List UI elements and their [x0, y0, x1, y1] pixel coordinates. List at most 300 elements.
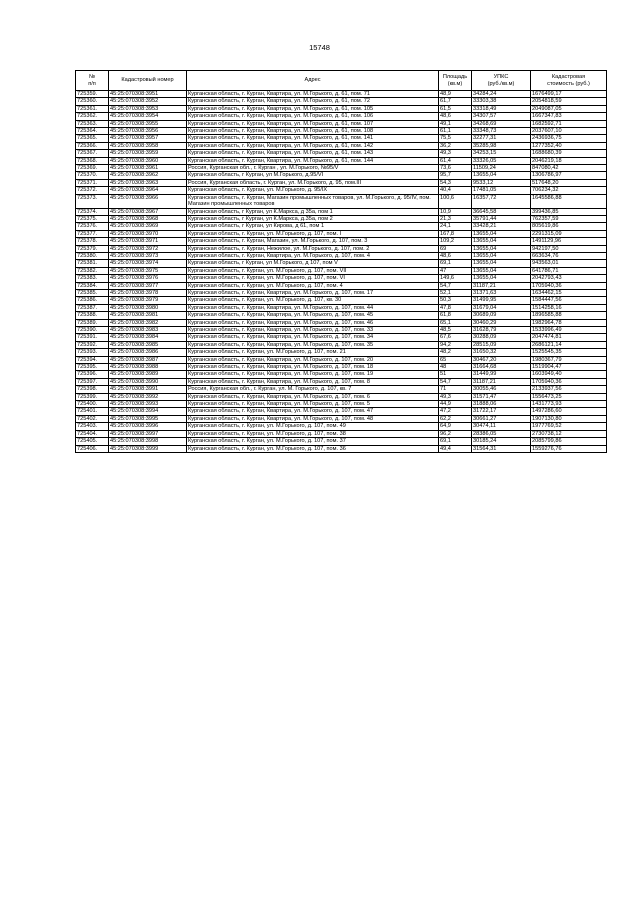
- area-cell: 69,1: [439, 260, 472, 267]
- row-number-cell: 725383.: [76, 275, 109, 282]
- area-cell: 48,5: [439, 327, 472, 334]
- upks-cell: 30055,46: [472, 386, 531, 393]
- address-cell: Курганская область, г. Курган, Квартира, ул. М.Горького, д. 107, пом. 48: [187, 415, 439, 422]
- row-number-cell: 725376.: [76, 223, 109, 230]
- cadastral-number-cell: 45:25:070308:3971: [109, 238, 187, 245]
- cadastral-number-cell: 45:25:070308:3978: [109, 289, 187, 296]
- table-row: [76, 223, 607, 230]
- cadastral-number-cell: 45:25:070308:3953: [109, 105, 187, 112]
- upks-cell: 34268,69: [472, 120, 531, 127]
- cadastral-value-cell: 1559276,76: [531, 445, 607, 452]
- address-cell: Россия, Курганская обл., г. Курган , ул. М.Горького, №95/V: [187, 165, 439, 172]
- table-row: [76, 194, 607, 208]
- row-number-cell: 725395.: [76, 364, 109, 371]
- cadastral-number-cell: 45:25:070308:3991: [109, 386, 187, 393]
- upks-cell: 13655,04: [472, 275, 531, 282]
- table-row: [76, 408, 607, 415]
- row-number-cell: 725370.: [76, 172, 109, 179]
- cadastral-number-cell: 45:25:070308:3983: [109, 327, 187, 334]
- area-cell: 54,3: [439, 179, 472, 186]
- upks-cell: 31371,63: [472, 289, 531, 296]
- area-cell: 167,8: [439, 230, 472, 237]
- cadastral-number-cell: 45:25:070308:3986: [109, 349, 187, 356]
- address-cell: Курганская область, г. Курган, Квартира, ул. М.Горького, д. 107, пом. 33: [187, 327, 439, 334]
- cadastral-number-cell: 45:25:070308:3989: [109, 371, 187, 378]
- table-row: [76, 187, 607, 194]
- row-number-cell: 725406.: [76, 445, 109, 452]
- table-row: [76, 438, 607, 445]
- upks-cell: 34307,57: [472, 113, 531, 120]
- area-cell: 75,5: [439, 135, 472, 142]
- cadastral-number-cell: 45:25:070308:3961: [109, 165, 187, 172]
- upks-cell: 34253,15: [472, 150, 531, 157]
- cadastral-value-cell: 805619,86: [531, 223, 607, 230]
- cadastral-number-cell: 45:25:070308:3980: [109, 304, 187, 311]
- area-cell: 65,1: [439, 319, 472, 326]
- area-cell: 69: [439, 245, 472, 252]
- address-cell: Курганская область, г. Курган, ул. М.Горького, д. 107, пом. I: [187, 230, 439, 237]
- upks-cell: 30689,09: [472, 312, 531, 319]
- upks-cell: 31628,79: [472, 327, 531, 334]
- cadastral-number-cell: 45:25:070308:3952: [109, 98, 187, 105]
- table-row: [76, 349, 607, 356]
- address-cell: Курганская область, г. Курган, ул. М.Горького, д. 107, пом. 37: [187, 438, 439, 445]
- header-address: Адрес: [187, 71, 439, 91]
- address-cell: Курганская область, г. Курган, Квартира, ул. М.Горького, д. 61, пом. 107: [187, 120, 439, 127]
- cadastral-value-cell: 2133937,56: [531, 386, 607, 393]
- address-cell: Курганская область, г Курган, ул М.Горького, д 107, пом V: [187, 260, 439, 267]
- cadastral-number-cell: 45:25:070308:3969: [109, 223, 187, 230]
- cadastral-value-cell: 847080,42: [531, 165, 607, 172]
- table-row: [76, 165, 607, 172]
- row-number-cell: 725387.: [76, 304, 109, 311]
- address-cell: Курганская область, г. Курган, Квартира, ул. М.Горького, д. 107, пом. 34: [187, 334, 439, 341]
- upks-cell: 34284,24: [472, 91, 531, 98]
- table-row: [76, 371, 607, 378]
- table-row: [76, 179, 607, 186]
- header-number: № п/п: [76, 71, 109, 91]
- table-row: [76, 98, 607, 105]
- area-cell: 54,7: [439, 282, 472, 289]
- area-cell: 10,9: [439, 208, 472, 215]
- cadastral-value-cell: 1277352,40: [531, 142, 607, 149]
- table-row: [76, 142, 607, 149]
- table-row: [76, 238, 607, 245]
- address-cell: Курганская область, г. Курган, Квартира, ул. М.Горького, д. 107, пом. 17: [187, 289, 439, 296]
- table-row: [76, 215, 607, 222]
- cadastral-value-cell: 1497286,60: [531, 408, 607, 415]
- cadastral-number-cell: 45:25:070308:3979: [109, 297, 187, 304]
- table-row: [76, 135, 607, 142]
- address-cell: Курганская область, г. Курган, Квартира, ул. М.Горького, д. 61, пом. 72: [187, 98, 439, 105]
- cadastral-value-cell: 1980367,79: [531, 356, 607, 363]
- cadastral-value-cell: 2054818,59: [531, 98, 607, 105]
- table-row: [76, 252, 607, 259]
- upks-cell: 31499,95: [472, 297, 531, 304]
- address-cell: Курганская область, г Курган, ул К.Маркса, д 35а, пом 1: [187, 208, 439, 215]
- address-cell: Курганская область, г. Курган, Квартира, ул. М.Горького, д. 107, пом. 47: [187, 408, 439, 415]
- cadastral-number-cell: 45:25:070308:3987: [109, 356, 187, 363]
- cadastral-number-cell: 45:25:070308:3963: [109, 179, 187, 186]
- address-cell: Курганская область, г. Курган, Квартира, ул. М.Горького, д. 107, пом. 35: [187, 341, 439, 348]
- area-cell: 49,1: [439, 120, 472, 127]
- table-row: [76, 334, 607, 341]
- area-cell: 48,6: [439, 113, 472, 120]
- area-cell: 94,2: [439, 341, 472, 348]
- row-number-cell: 725377.: [76, 230, 109, 237]
- upks-cell: 36645,58: [472, 208, 531, 215]
- cadastral-number-cell: 45:25:070308:3997: [109, 430, 187, 437]
- cadastral-value-cell: 2291315,09: [531, 230, 607, 237]
- cadastral-value-cell: 1667347,83: [531, 113, 607, 120]
- area-cell: 36,2: [439, 142, 472, 149]
- cadastral-value-cell: 1431773,93: [531, 401, 607, 408]
- table-row: [76, 304, 607, 311]
- area-cell: 100,6: [439, 194, 472, 208]
- area-cell: 67,6: [439, 334, 472, 341]
- table-row: [76, 267, 607, 274]
- row-number-cell: 725385.: [76, 289, 109, 296]
- cadastral-number-cell: 45:25:070308:3967: [109, 208, 187, 215]
- table-row: [76, 356, 607, 363]
- address-cell: Курганская область, г. Курган, Квартира, ул. М.Горького, д. 107, пом. 8: [187, 378, 439, 385]
- table-row: [76, 172, 607, 179]
- upks-cell: 31722,17: [472, 408, 531, 415]
- area-cell: 109,2: [439, 238, 472, 245]
- area-cell: 40,4: [439, 187, 472, 194]
- row-number-cell: 725404.: [76, 430, 109, 437]
- address-cell: Курганская область, г. Курган, Квартира, ул. М.Горького, д. 107, пом. 5: [187, 401, 439, 408]
- upks-cell: 13655,04: [472, 260, 531, 267]
- row-number-cell: 725389.: [76, 319, 109, 326]
- area-cell: 61,7: [439, 98, 472, 105]
- cadastral-value-cell: 2047474,81: [531, 334, 607, 341]
- address-cell: Курганская область, г. Курган, Магазин, ул. М.Горького, д. 107, пом. 3: [187, 238, 439, 245]
- row-number-cell: 725371.: [76, 179, 109, 186]
- upks-cell: 35791,44: [472, 215, 531, 222]
- upks-cell: 11509,24: [472, 165, 531, 172]
- table-row: [76, 260, 607, 267]
- area-cell: 95,7: [439, 172, 472, 179]
- address-cell: Курганская область, г. Курган, ул. М.Горького, д. 95/IX: [187, 187, 439, 194]
- table-row: [76, 327, 607, 334]
- cadastral-value-table: [75, 70, 607, 453]
- row-number-cell: 725396.: [76, 371, 109, 378]
- cadastral-value-cell: 1603949,40: [531, 371, 607, 378]
- area-cell: 96,2: [439, 430, 472, 437]
- area-cell: 49,4: [439, 445, 472, 452]
- area-cell: 54,7: [439, 378, 472, 385]
- cadastral-value-cell: 517648,20: [531, 179, 607, 186]
- upks-cell: 31187,21: [472, 378, 531, 385]
- cadastral-value-cell: 1514258,16: [531, 304, 607, 311]
- upks-cell: 31664,68: [472, 364, 531, 371]
- area-cell: 51: [439, 371, 472, 378]
- cadastral-value-cell: 399436,85: [531, 208, 607, 215]
- upks-cell: 9533,12: [472, 179, 531, 186]
- address-cell: Курганская область, г. Курган, ул. М.Горького, д. 107, пом. 38: [187, 430, 439, 437]
- address-cell: Курганская область, г. Курган, Квартира, ул. М.Горького, д. 61, пом. 108: [187, 128, 439, 135]
- table-row: [76, 415, 607, 422]
- cadastral-number-cell: 45:25:070308:3951: [109, 91, 187, 98]
- address-cell: Россия, Курганская обл., г. Курган, ул. М. Горького, д. 107, кв. 7: [187, 386, 439, 393]
- cadastral-value-cell: 2046219,18: [531, 157, 607, 164]
- table-row: [76, 128, 607, 135]
- table-row: [76, 282, 607, 289]
- address-cell: Курганская область, г Курган, ул Кирова, д 61, пом 1: [187, 223, 439, 230]
- row-number-cell: 725398.: [76, 386, 109, 393]
- upks-cell: 33428,21: [472, 223, 531, 230]
- row-number-cell: 725382.: [76, 267, 109, 274]
- row-number-cell: 725373.: [76, 194, 109, 208]
- cadastral-number-cell: 45:25:070308:3990: [109, 378, 187, 385]
- table-row: [76, 113, 607, 120]
- cadastral-value-cell: 762357,59: [531, 215, 607, 222]
- area-cell: 52,1: [439, 289, 472, 296]
- address-cell: Курганская область, г. Курган, ул. М.Горького, д. 107, пом. 21: [187, 349, 439, 356]
- cadastral-number-cell: 45:25:070308:3954: [109, 113, 187, 120]
- cadastral-value-cell: 1896585,88: [531, 312, 607, 319]
- area-cell: 61,1: [439, 128, 472, 135]
- row-number-cell: 725369.: [76, 165, 109, 172]
- cadastral-value-cell: 1584447,56: [531, 297, 607, 304]
- upks-cell: 31888,06: [472, 401, 531, 408]
- cadastral-value-cell: 1977769,52: [531, 423, 607, 430]
- cadastral-value-cell: 1519904,47: [531, 364, 607, 371]
- cadastral-number-cell: 45:25:070308:3975: [109, 267, 187, 274]
- row-number-cell: 725368.: [76, 157, 109, 164]
- address-cell: Курганская область, г. Курган, Квартира, ул. М.Горького, д. 107, пом. 46: [187, 319, 439, 326]
- row-number-cell: 725380.: [76, 252, 109, 259]
- cadastral-number-cell: 45:25:070308:3981: [109, 312, 187, 319]
- upks-cell: 17481,05: [472, 187, 531, 194]
- row-number-cell: 725364.: [76, 128, 109, 135]
- row-number-cell: 725402.: [76, 415, 109, 422]
- area-cell: 49,3: [439, 393, 472, 400]
- table-row: [76, 393, 607, 400]
- address-cell: Курганская область, г. Курган, Квартира, ул. М.Горького, д. 107, пом. 44: [187, 304, 439, 311]
- upks-cell: 13655,04: [472, 252, 531, 259]
- upks-cell: 31187,21: [472, 282, 531, 289]
- area-cell: 48,6: [439, 252, 472, 259]
- upks-cell: 30474,11: [472, 423, 531, 430]
- area-cell: 24,1: [439, 223, 472, 230]
- row-number-cell: 725363.: [76, 120, 109, 127]
- cadastral-number-cell: 45:25:070308:3985: [109, 341, 187, 348]
- header-cadastral-value: Кадастровая стоимость (руб.): [531, 71, 607, 91]
- upks-cell: 13655,04: [472, 267, 531, 274]
- cadastral-value-cell: 663634,76: [531, 252, 607, 259]
- area-cell: 48: [439, 364, 472, 371]
- cadastral-value-cell: 1634462,15: [531, 289, 607, 296]
- table-row: [76, 150, 607, 157]
- cadastral-value-cell: 1688680,39: [531, 150, 607, 157]
- upks-cell: 16357,72: [472, 194, 531, 208]
- address-cell: Курганская область, г. Курган, Нежилое, ул. М.Горького, д. 107, пом. 2: [187, 245, 439, 252]
- address-cell: Курганская область, г. Курган, Квартира, ул. М.Горького, д. 61, пом. 143: [187, 150, 439, 157]
- area-cell: 47,2: [439, 408, 472, 415]
- header-cadastral-number: Кадастровый номер: [109, 71, 187, 91]
- upks-cell: 28515,09: [472, 341, 531, 348]
- cadastral-number-cell: 45:25:070308:3958: [109, 142, 187, 149]
- cadastral-value-cell: 1907130,80: [531, 415, 607, 422]
- address-cell: Курганская область, г. Курган, ул. М.Горького, д. 107, пом. 49: [187, 423, 439, 430]
- row-number-cell: 725359.: [76, 91, 109, 98]
- cadastral-value-cell: 1676499,17: [531, 91, 607, 98]
- cadastral-value-cell: 2049087,05: [531, 105, 607, 112]
- row-number-cell: 725397.: [76, 378, 109, 385]
- table-row: [76, 91, 607, 98]
- table-row: [76, 297, 607, 304]
- cadastral-number-cell: 45:25:070308:3988: [109, 364, 187, 371]
- upks-cell: 31449,99: [472, 371, 531, 378]
- table-row: [76, 157, 607, 164]
- table-row: [76, 364, 607, 371]
- cadastral-value-cell: 1705940,36: [531, 378, 607, 385]
- table-row: [76, 208, 607, 215]
- row-number-cell: 725379.: [76, 245, 109, 252]
- table-row: [76, 312, 607, 319]
- address-cell: Курганская область, г. Курган, Квартира, ул. М.Горького, д. 107, пом. 20: [187, 356, 439, 363]
- upks-cell: 33318,49: [472, 105, 531, 112]
- address-cell: Курганская область, г. Курган, Квартира, ул. М.Горького, д. 61, пом. 105: [187, 105, 439, 112]
- table-row: [76, 445, 607, 452]
- cadastral-value-cell: 1982964,78: [531, 319, 607, 326]
- cadastral-value-cell: 2037607,10: [531, 128, 607, 135]
- address-cell: Курганская область, г. Курган, Квартира, ул. М.Горького, д. 107, пом. 6: [187, 393, 439, 400]
- address-cell: Курганская область, г. Курган, Магазин промышленных товаров, ул. М.Горького, д. 95/IV, пом. Магазин промышленных товаров: [187, 194, 439, 208]
- cadastral-value-cell: 1533996,49: [531, 327, 607, 334]
- table-row: [76, 289, 607, 296]
- row-number-cell: 725361.: [76, 105, 109, 112]
- address-cell: Курганская область, г. Курган, ул. М.Горького, д. 107, пом. VII: [187, 267, 439, 274]
- upks-cell: 30467,20: [472, 356, 531, 363]
- address-cell: Россия, Курганская область, г. Курган, ул. М.Горького, д. 95, пом.III: [187, 179, 439, 186]
- address-cell: Курганская область, г Курган, ул К.Маркса, д.35а, пом 2: [187, 215, 439, 222]
- area-cell: 49,3: [439, 150, 472, 157]
- upks-cell: 35285,98: [472, 142, 531, 149]
- upks-cell: 13655,04: [472, 172, 531, 179]
- cadastral-number-cell: 45:25:070308:3993: [109, 401, 187, 408]
- cadastral-number-cell: 45:25:070308:3970: [109, 230, 187, 237]
- row-number-cell: 725378.: [76, 238, 109, 245]
- page-number: 15748: [309, 43, 330, 52]
- row-number-cell: 725391.: [76, 334, 109, 341]
- address-cell: Курганская область, г. Курган, Квартира, ул. М.Горького, д. 107, пом. 19: [187, 371, 439, 378]
- header-upks: УПКС (руб./кв.м): [472, 71, 531, 91]
- cadastral-number-cell: 45:25:070308:3974: [109, 260, 187, 267]
- address-cell: Курганская область, г. Курган, Квартира, ул. М.Горького, д. 61, пом. 71: [187, 91, 439, 98]
- cadastral-value-cell: 1682592,71: [531, 120, 607, 127]
- upks-cell: 30661,27: [472, 415, 531, 422]
- upks-cell: 31679,04: [472, 304, 531, 311]
- table-row: [76, 105, 607, 112]
- cadastral-value-cell: 641786,71: [531, 267, 607, 274]
- cadastral-number-cell: 45:25:070308:3982: [109, 319, 187, 326]
- row-number-cell: 725394.: [76, 356, 109, 363]
- address-cell: Курганская область, г. Курган, ул. М.Горького, д. 107, пом. 4: [187, 282, 439, 289]
- area-cell: 62,2: [439, 415, 472, 422]
- row-number-cell: 725360.: [76, 98, 109, 105]
- cadastral-value-cell: 1556473,25: [531, 393, 607, 400]
- cadastral-value-cell: 1525545,35: [531, 349, 607, 356]
- cadastral-value-cell: 1491129,96: [531, 238, 607, 245]
- area-cell: 61,8: [439, 312, 472, 319]
- address-cell: Курганская область, г Курган, ул М.Горького, д.95/VI: [187, 172, 439, 179]
- area-cell: 61,4: [439, 157, 472, 164]
- area-cell: 47: [439, 267, 472, 274]
- cadastral-number-cell: 45:25:070308:3959: [109, 150, 187, 157]
- upks-cell: 13655,04: [472, 238, 531, 245]
- cadastral-value-cell: 1645586,88: [531, 194, 607, 208]
- cadastral-number-cell: 45:25:070308:3977: [109, 282, 187, 289]
- upks-cell: 28386,05: [472, 430, 531, 437]
- address-cell: Курганская область, г. Курган, Квартира, ул. М.Горького, д. 107, пом. 18: [187, 364, 439, 371]
- row-number-cell: 725392.: [76, 341, 109, 348]
- cadastral-number-cell: 45:25:070308:3962: [109, 172, 187, 179]
- cadastral-number-cell: 45:25:070308:3955: [109, 120, 187, 127]
- cadastral-value-cell: 1306786,97: [531, 172, 607, 179]
- cadastral-number-cell: 45:25:070308:3976: [109, 275, 187, 282]
- address-cell: Курганская область, г. Курган, ул. М.Горького, д. 107, кв. 30: [187, 297, 439, 304]
- area-cell: 73,6: [439, 165, 472, 172]
- row-number-cell: 725400.: [76, 401, 109, 408]
- upks-cell: 32277,31: [472, 135, 531, 142]
- cadastral-number-cell: 45:25:070308:3972: [109, 245, 187, 252]
- area-cell: 64,9: [439, 423, 472, 430]
- table-row: [76, 120, 607, 127]
- row-number-cell: 725372.: [76, 187, 109, 194]
- cadastral-value-cell: 2730738,12: [531, 430, 607, 437]
- cadastral-number-cell: 45:25:070308:3968: [109, 215, 187, 222]
- upks-cell: 31571,47: [472, 393, 531, 400]
- cadastral-value-cell: 942197,50: [531, 245, 607, 252]
- area-cell: 47,8: [439, 304, 472, 311]
- address-cell: Курганская область, г. Курган, ул. М.Горького, д. 107, пом. VI: [187, 275, 439, 282]
- address-cell: Курганская область, г. Курган, Квартира, ул. М.Горького, д. 107, пом. 45: [187, 312, 439, 319]
- table-row: [76, 430, 607, 437]
- table-header-row: [76, 71, 607, 91]
- cadastral-value-cell: 706234,32: [531, 187, 607, 194]
- address-cell: Курганская область, г. Курган, ул. М.Горького, д. 107, пом. 36: [187, 445, 439, 452]
- row-number-cell: 725375.: [76, 215, 109, 222]
- cadastral-number-cell: 45:25:070308:3973: [109, 252, 187, 259]
- table-row: [76, 230, 607, 237]
- table-row: [76, 341, 607, 348]
- row-number-cell: 725401.: [76, 408, 109, 415]
- row-number-cell: 725386.: [76, 297, 109, 304]
- row-number-cell: 725365.: [76, 135, 109, 142]
- address-cell: Курганская область, г. Курган, Квартира, ул. М.Горького, д. 61, пом. 141: [187, 135, 439, 142]
- row-number-cell: 725390.: [76, 327, 109, 334]
- row-number-cell: 725405.: [76, 438, 109, 445]
- cadastral-number-cell: 45:25:070308:3956: [109, 128, 187, 135]
- upks-cell: 33303,38: [472, 98, 531, 105]
- table-row: [76, 275, 607, 282]
- row-number-cell: 725381.: [76, 260, 109, 267]
- table-row: [76, 423, 607, 430]
- table-row: [76, 319, 607, 326]
- address-cell: Курганская область, г. Курган, Квартира, ул. М.Горького, д. 61, пом. 142: [187, 142, 439, 149]
- cadastral-value-cell: 2085799,86: [531, 438, 607, 445]
- upks-cell: 30460,29: [472, 319, 531, 326]
- row-number-cell: 725366.: [76, 142, 109, 149]
- area-cell: 149,6: [439, 275, 472, 282]
- area-cell: 65: [439, 356, 472, 363]
- row-number-cell: 725384.: [76, 282, 109, 289]
- upks-cell: 33348,73: [472, 128, 531, 135]
- area-cell: 48,2: [439, 349, 472, 356]
